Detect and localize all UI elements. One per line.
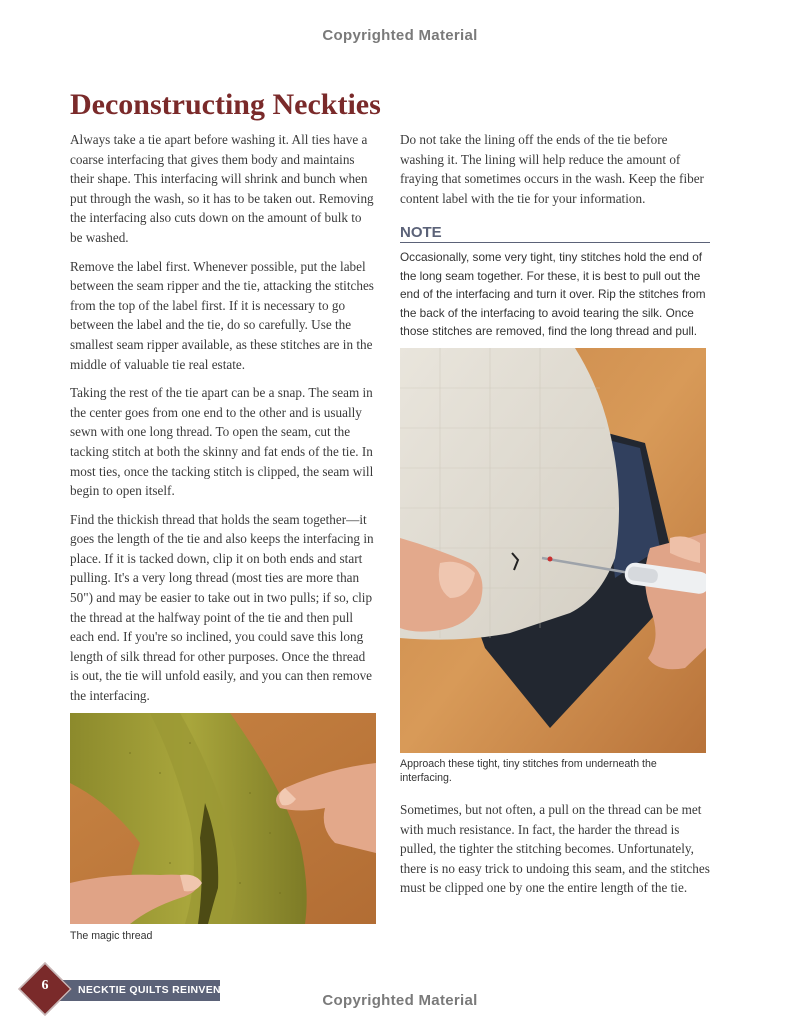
paragraph-label: Remove the label first. Whenever possible, put the label between the seam ripper and the tie, attacking the stitches from the top of the label first. If it is necessary to go between the label and the tie, do so carefully. Use the smallest seam ripper available, as these stitches are in the middle of valuable tie real estate. <box>70 258 374 372</box>
right-column-intro <box>400 130 710 217</box>
seam-ripper-photo <box>400 348 706 753</box>
seam-ripper-caption: Approach these tight, tiny stitches from underneath the interfacing. <box>400 758 657 784</box>
right-column-closing <box>400 800 710 907</box>
paragraph-lining: Do not take the lining off the ends of the tie before washing it. The lining will help reduce the amount of fraying that sometimes occurs in the wash. Keep the fiber content label with the tie for your information. <box>400 132 704 206</box>
watermark-bottom: Copyrighted Material <box>322 992 478 1009</box>
page-title: Deconstructing Neckties <box>70 88 381 121</box>
note-text: Occasionally, some very tight, tiny stitches hold the end of the long seam together. For these, it is best to pull out the end of the interfacing and turn it over. Rip the stitches from the back of the interfacing to avoid tearing the silk. Once those stitches are removed, find the long thread and pull. <box>400 250 706 339</box>
paragraph-seam: Taking the rest of the tie apart can be a snap. The seam in the center goes from one end to the other and is usually sewn with one long thread. To open the seam, cut the tacking stitch at both the skinny and fat ends of the tie. In most ties, once the tacking stitch is clipped, the seam will begin to open itself. <box>70 385 374 499</box>
book-title: NECKTIE QUILTS REINVENTED <box>78 984 243 996</box>
paragraph-resistance: Sometimes, but not often, a pull on the thread can be met with much resistance. In fact, the harder the thread is pulled, the tighter the stitching becomes. Unfortunately, there is no easy trick to undoing this seam, and the stitches must be clipped one by one the entire length of the tie. <box>400 802 710 896</box>
left-column <box>70 130 376 715</box>
note-heading: NOTE <box>400 224 710 243</box>
watermark-top: Copyrighted Material <box>322 27 478 44</box>
paragraph-thread: Find the thickish thread that holds the seam together—it goes the length of the tie and also keeps the interfacing in place. If it is tacked down, clip it on both ends and start pulling. It's a very long thread (most ties are more than 50") and may be easier to take out in two pulls; if so, clip the thread at the halfway point of the tie and then pull each end. If you're so inclined, you could save this long length of silk thread for other purposes. Once the thread is out, the tie will unfold easily, and you can then remove the interfacing. <box>70 511 374 704</box>
magic-thread-photo <box>70 713 376 924</box>
paragraph-washing: Always take a tie apart before washing it. All ties have a coarse interfacing that gives them body and maintains their shape. This interfacing will shrink and bunch when put through the wash, so it has to be taken out. Removing the interfacing also cuts down on the amount of bulk to be washed. <box>70 132 374 245</box>
magic-thread-caption: The magic thread <box>70 930 153 942</box>
page-number: 6 <box>41 978 49 993</box>
